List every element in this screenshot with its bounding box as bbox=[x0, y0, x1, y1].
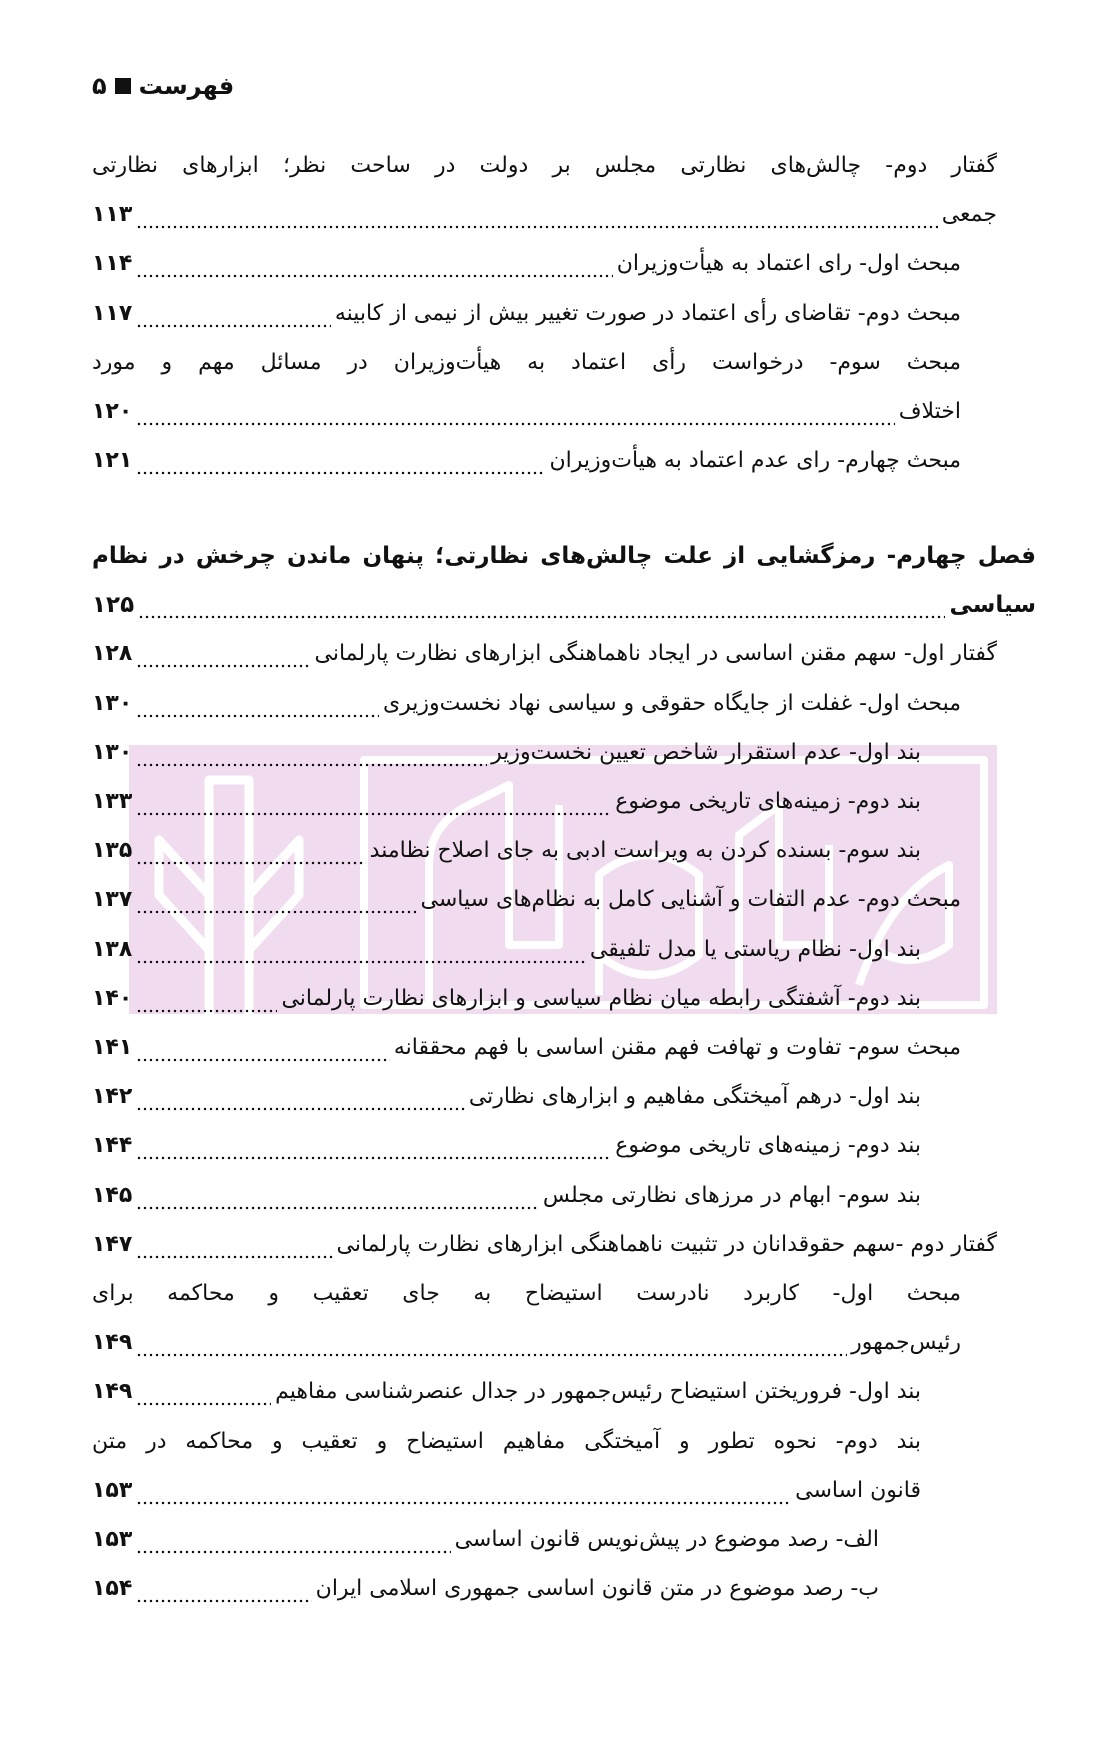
toc-entry[interactable] bbox=[92, 290, 961, 338]
toc-entry-wrapped-line[interactable] bbox=[92, 1418, 921, 1466]
toc-page-number: ۱۴۹ bbox=[92, 1379, 133, 1405]
toc-entry-title: مبحث دوم- عدم التفات و آشنایی کامل به نظام‌های سیاسی bbox=[420, 887, 961, 913]
toc-entry[interactable] bbox=[92, 581, 1036, 629]
toc-entry-title: گفتار اول- سهم مقنن اساسی در ایجاد ناهماهنگی ابزارهای نظارت پارلمانی bbox=[314, 641, 997, 667]
toc-entry-title: بند اول- درهم آمیختگی مفاهیم و ابزارهای نظارتی bbox=[468, 1084, 921, 1110]
toc-entry[interactable] bbox=[92, 1073, 921, 1121]
toc-entry-title: الف- رصد موضوع در پیش‌نویس قانون اساسی bbox=[454, 1527, 879, 1552]
toc-page-number: ۱۳۸ bbox=[92, 936, 133, 962]
dot-leader bbox=[136, 191, 937, 239]
header-title: فهرست bbox=[138, 72, 235, 100]
toc-entry[interactable] bbox=[92, 1024, 961, 1072]
toc-entry[interactable] bbox=[92, 1516, 879, 1564]
toc-page-number: ۱۳۷ bbox=[92, 887, 133, 913]
dot-leader bbox=[136, 1024, 390, 1072]
toc-page-number: ۱۳۵ bbox=[92, 838, 133, 864]
toc-page-number: ۱۵۴ bbox=[92, 1576, 133, 1602]
header-page-number: ۵ bbox=[92, 72, 107, 100]
toc-page-number: ۱۵۳ bbox=[92, 1527, 133, 1552]
toc-entry[interactable] bbox=[92, 240, 961, 288]
toc-entry-title: گفتار دوم -سهم حقوقدانان در تثبیت ناهماهنگی ابزارهای نظارت پارلمانی bbox=[336, 1231, 997, 1257]
dot-leader bbox=[136, 876, 416, 924]
toc-entry[interactable] bbox=[92, 388, 961, 436]
dot-leader bbox=[136, 1172, 539, 1220]
toc-entry-title: بند دوم- زمینه‌های تاریخی موضوع bbox=[615, 1133, 921, 1159]
toc-page-number: ۱۱۴ bbox=[92, 251, 133, 277]
toc-entry-title: بند سوم- بسنده کردن به ویراست ادبی به جای اصلاح نظامند bbox=[369, 838, 921, 864]
dot-leader bbox=[136, 1467, 791, 1515]
dot-leader bbox=[136, 1319, 847, 1367]
toc-entry-title: بند اول- نظام ریاستی یا مدل تلفیقی bbox=[589, 936, 921, 962]
toc-entry-title: مبحث چهارم- رای عدم اعتماد به هیأت‌وزیران bbox=[549, 448, 961, 474]
dot-leader bbox=[136, 1516, 450, 1564]
dot-leader bbox=[136, 437, 545, 485]
toc-entry-title: اختلاف bbox=[898, 399, 961, 424]
toc-page-number: ۱۴۱ bbox=[92, 1035, 133, 1060]
dot-leader bbox=[136, 926, 586, 974]
toc-entry[interactable] bbox=[92, 1319, 961, 1367]
toc-entry-title: رئیس‌جمهور bbox=[851, 1330, 961, 1356]
toc-page-number: ۱۴۹ bbox=[92, 1330, 133, 1356]
dot-leader bbox=[136, 1565, 311, 1613]
toc-entry-title: بند اول- عدم استقرار شاخص تعیین نخست‌وزیر bbox=[491, 739, 921, 765]
toc-page-number: ۱۲۱ bbox=[92, 448, 133, 474]
toc-entry[interactable] bbox=[92, 1467, 921, 1515]
toc-entry[interactable] bbox=[92, 1368, 921, 1416]
toc-entry-title: ب- رصد موضوع در متن قانون اساسی جمهوری اسلامی ایران bbox=[315, 1576, 879, 1602]
dot-leader bbox=[136, 1073, 465, 1121]
toc-entry[interactable] bbox=[92, 827, 921, 875]
toc-entry[interactable] bbox=[92, 630, 997, 678]
toc-entry[interactable] bbox=[92, 975, 921, 1023]
toc-page-number: ۱۱۳ bbox=[92, 202, 133, 228]
toc-page-number: ۱۴۷ bbox=[92, 1231, 133, 1257]
toc-entry-title: مبحث اول- غفلت از جایگاه حقوقی و سیاسی نهاد نخست‌وزیری bbox=[382, 690, 961, 716]
toc-entry-title: بند دوم- زمینه‌های تاریخی موضوع bbox=[615, 789, 921, 814]
toc-entry[interactable] bbox=[92, 680, 961, 728]
toc-page-number: ۱۳۳ bbox=[92, 789, 133, 814]
toc-entry-title: بند دوم- آشفتگی رابطه میان نظام سیاسی و ابزارهای نظارت پارلمانی bbox=[281, 985, 921, 1011]
dot-leader bbox=[136, 729, 487, 777]
dot-leader bbox=[136, 290, 331, 338]
toc-entry[interactable] bbox=[92, 191, 997, 239]
dot-leader bbox=[136, 388, 894, 436]
toc-page-number: ۱۴۵ bbox=[92, 1182, 133, 1208]
toc-page-number: ۱۲۵ bbox=[92, 592, 135, 619]
dot-leader bbox=[136, 778, 611, 826]
toc-entry[interactable] bbox=[92, 778, 921, 826]
toc-page-number: ۱۳۰ bbox=[92, 739, 133, 765]
toc-page-number: ۱۴۴ bbox=[92, 1133, 133, 1159]
toc-entry-title: بند اول- فروریختن استیضاح رئیس‌جمهور در جدال عنصرشناسی مفاهیم bbox=[275, 1379, 921, 1405]
toc-entry-title: جمعی bbox=[941, 202, 997, 228]
toc-entry-title: قانون اساسی bbox=[795, 1477, 921, 1503]
dot-leader bbox=[136, 975, 277, 1023]
toc-entry[interactable] bbox=[92, 1172, 921, 1220]
toc-page-number: ۱۴۲ bbox=[92, 1084, 133, 1110]
toc-entry[interactable] bbox=[92, 876, 961, 924]
toc-entry-title: مبحث دوم- تقاضای رأی اعتماد در صورت تغییر بیش از نیمی از کابینه bbox=[334, 300, 961, 326]
toc-page-number: ۱۲۰ bbox=[92, 399, 133, 424]
toc-entry-wrapped-line[interactable] bbox=[92, 142, 997, 190]
toc-entry-title: مبحث سوم- تفاوت و تهافت فهم مقنن اساسی با فهم محققانه bbox=[393, 1035, 961, 1060]
toc-page-number: ۱۵۳ bbox=[92, 1477, 133, 1503]
toc-entry[interactable] bbox=[92, 1122, 921, 1170]
toc-entry-wrapped-line[interactable] bbox=[92, 1270, 961, 1318]
toc-entry-wrapped-line[interactable] bbox=[92, 339, 961, 387]
dot-leader bbox=[136, 1221, 332, 1269]
toc-entry-title: بند سوم- ابهام در مرزهای نظارتی مجلس bbox=[542, 1182, 921, 1208]
toc-entry-title: بند دوم- نحوه تطور و آمیختگی مفاهیم استیضاح و تعقیب و محاکمه در متن bbox=[92, 1428, 921, 1454]
toc-entry-title: مبحث سوم- درخواست رأی اعتماد به هیأت‌وزیران در مسائل مهم و مورد bbox=[92, 349, 961, 375]
toc-entry-title: گفتار دوم- چالش‌های نظارتی مجلس بر دولت در ساحت نظر؛ ابزارهای نظارتی bbox=[92, 153, 997, 178]
dot-leader bbox=[138, 581, 945, 629]
toc-entry[interactable] bbox=[92, 926, 921, 974]
toc-entry[interactable] bbox=[92, 1565, 879, 1613]
toc-entry-title: مبحث اول- رای اعتماد به هیأت‌وزیران bbox=[616, 251, 961, 277]
dot-leader bbox=[136, 680, 379, 728]
dot-leader bbox=[136, 1122, 611, 1170]
toc-entry-wrapped-line[interactable] bbox=[92, 532, 1036, 580]
dot-leader bbox=[136, 630, 310, 678]
toc-entry-title: مبحث اول- کاربرد نادرست استیضاح به جای تعقیب و محاکمه برای bbox=[92, 1281, 961, 1306]
toc-entry-title: سیاسی bbox=[949, 592, 1036, 619]
dot-leader bbox=[136, 827, 365, 875]
toc-entry[interactable] bbox=[92, 437, 961, 485]
toc-entry[interactable] bbox=[92, 729, 921, 777]
toc-entry-title: فصل چهارم- رمزگشایی از علت چالش‌های نظارتی؛ پنهان ماندن چرخش در نظام bbox=[92, 543, 1036, 569]
toc-entry[interactable] bbox=[92, 1221, 997, 1269]
toc-page-number: ۱۲۸ bbox=[92, 641, 133, 667]
toc-page-number: ۱۱۷ bbox=[92, 300, 133, 326]
dot-leader bbox=[136, 1368, 271, 1416]
toc-page-number: ۱۳۰ bbox=[92, 690, 133, 716]
dot-leader bbox=[136, 240, 612, 288]
toc-page-number: ۱۴۰ bbox=[92, 985, 133, 1011]
